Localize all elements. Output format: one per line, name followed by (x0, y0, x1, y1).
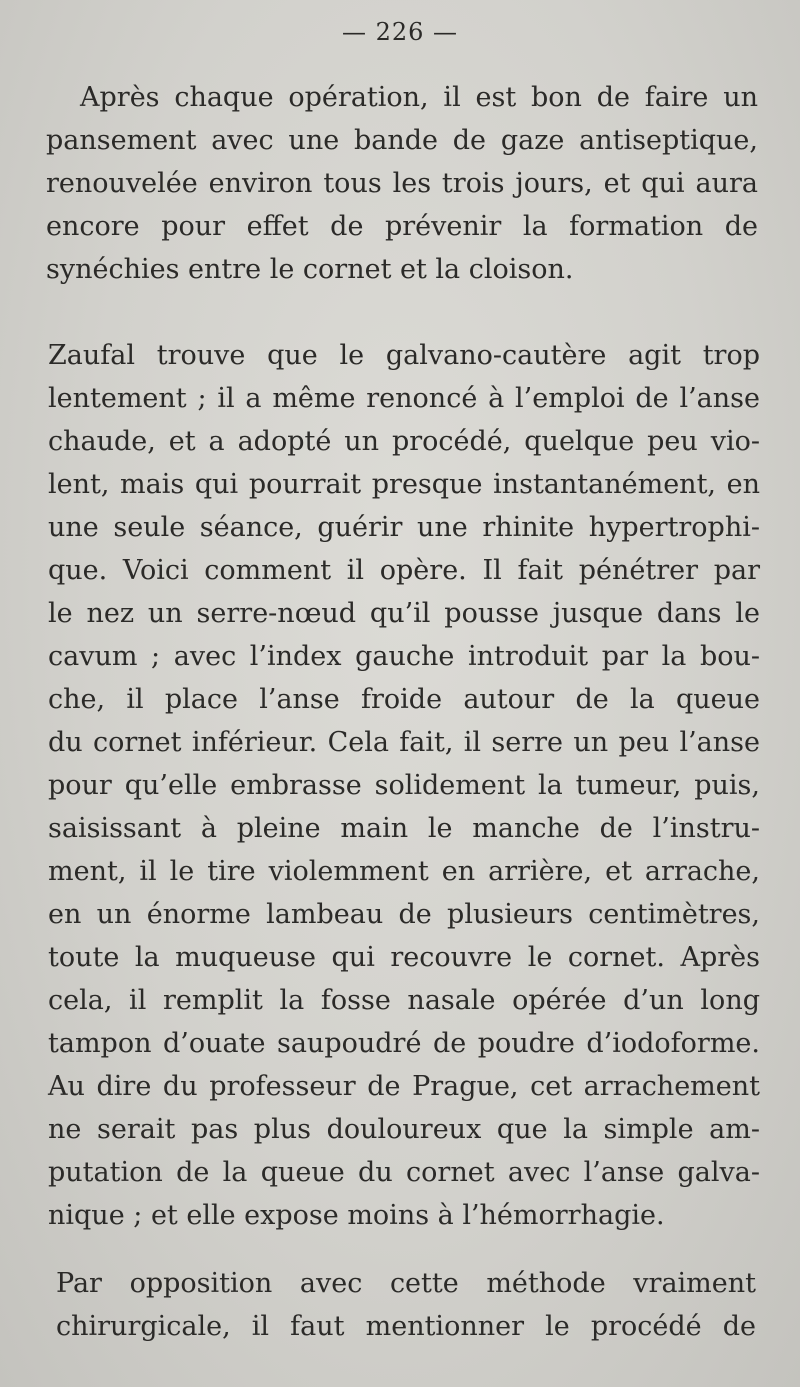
text-line: en un énorme lambeau de plusieurs centimètres, (48, 899, 760, 930)
paragraph-3 (56, 1262, 756, 1348)
paragraph-2 (48, 334, 760, 1237)
text-line: Par opposition avec cette méthode vraiment (56, 1268, 756, 1299)
text-line: pansement avec une bande de gaze antiseptique, (46, 125, 758, 156)
text-line: Au dire du professeur de Prague, cet arrachement (48, 1071, 760, 1102)
text-line: cela, il remplit la fosse nasale opérée d’un long (48, 985, 760, 1016)
text-line: encore pour effet de prévenir la formation de (46, 211, 758, 242)
text-line: chaude, et a adopté un procédé, quelque peu vio- (48, 426, 760, 457)
text-line: che, il place l’anse froide autour de la queue (48, 684, 760, 715)
text-line: putation de la queue du cornet avec l’anse galva- (48, 1157, 760, 1188)
text-line: lent, mais qui pourrait presque instantanément, en (48, 469, 760, 500)
text-line: que. Voici comment il opère. Il fait pénétrer par (48, 555, 760, 586)
page-number: — 226 — (341, 18, 459, 46)
text-line: toute la muqueuse qui recouvre le cornet. Après (48, 942, 760, 973)
text-line: nique ; et elle expose moins à l’hémorrhagie. (48, 1200, 665, 1231)
text-line: tampon d’ouate saupoudré de poudre d’iodoforme. (48, 1028, 760, 1059)
paragraph-1 (46, 76, 758, 291)
text-line: synéchies entre le cornet et la cloison. (46, 254, 574, 285)
text-line: Après chaque opération, il est bon de faire un (80, 82, 758, 113)
text-line: cavum ; avec l’index gauche introduit par la bou- (48, 641, 760, 672)
text-line: ment, il le tire violemment en arrière, et arrache, (48, 856, 760, 887)
text-line: chirurgicale, il faut mentionner le procédé de (56, 1311, 756, 1342)
text-line: du cornet inférieur. Cela fait, il serre un peu l’anse (48, 727, 760, 758)
text-line: ne serait pas plus douloureux que la simple am- (48, 1114, 760, 1145)
text-line: renouvelée environ tous les trois jours, et qui aura (46, 168, 758, 199)
text-line: saisissant à pleine main le manche de l’instru- (48, 813, 760, 844)
text-line: le nez un serre-nœud qu’il pousse jusque dans le (48, 598, 760, 629)
text-line: pour qu’elle embrasse solidement la tumeur, puis, (48, 770, 760, 801)
text-line: Zaufal trouve que le galvano-cautère agit trop (48, 340, 760, 371)
text-line: une seule séance, guérir une rhinite hypertrophi- (48, 512, 760, 543)
text-line: lentement ; il a même renoncé à l’emploi de l’anse (48, 383, 760, 414)
